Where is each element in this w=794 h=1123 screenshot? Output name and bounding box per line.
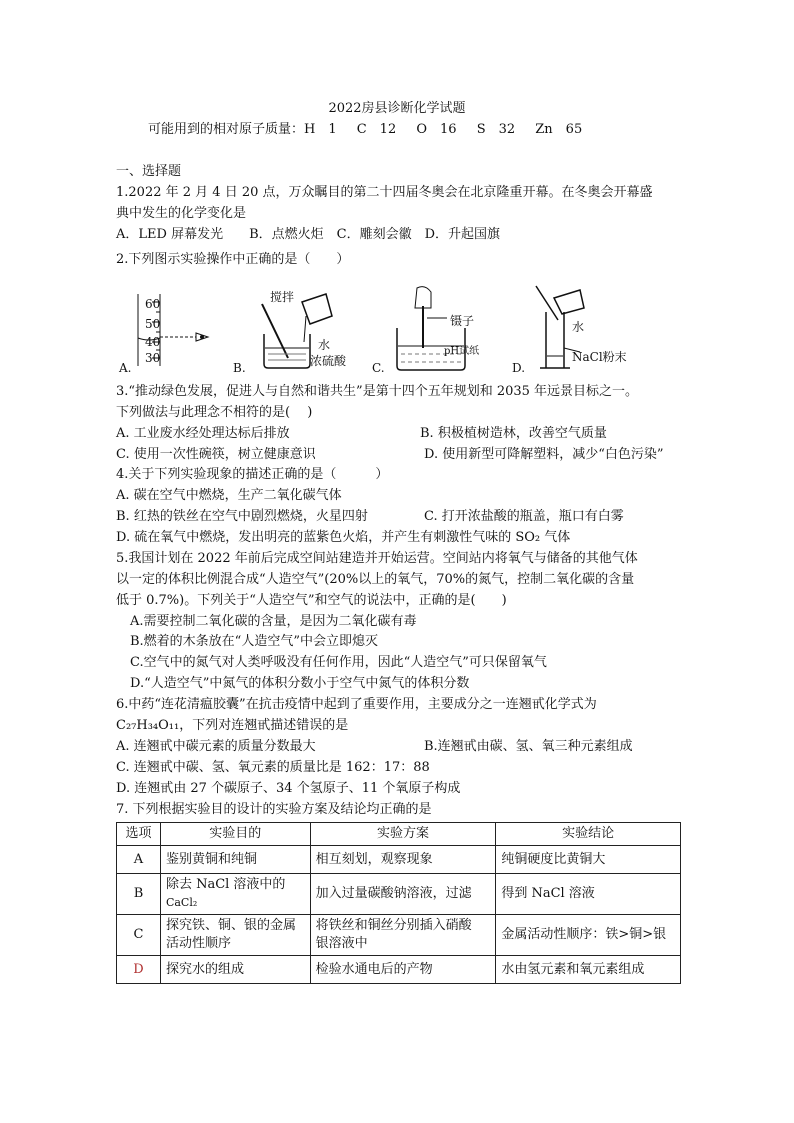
figure-c-ph-test [385,284,485,374]
label-tweezers: 镊子 [450,314,475,328]
q5-stem-line1: 5.我国计划在 2022 年前后完成空间站建造并开始运营。空间站内将氧气与储备的其他气体 [116,551,638,566]
figure-a-cylinder-reading [116,290,226,370]
q5-stem-line2: 以一定的体积比例混合成“人造空气”(20%以上的氧气，70%的氮气，控制二氧化碳的含量 [116,572,635,587]
row-aim-line2: CaCl₂ [165,896,198,909]
row-option: D [117,956,161,984]
tick-40: 40 [145,335,161,349]
q4-option-b: B. 红热的铁丝在空气中剧烈燃烧，火星四射 [116,509,368,524]
row-result: 金属活动性顺序：铁>铜>银 [496,915,681,956]
row-aim-line1: 除去 NaCl 溶液中的 [165,877,286,892]
row-aim [160,915,310,956]
q2-stem: 2.下列图示实验操作中正确的是（ ） [116,252,350,267]
page-title: 2022房县诊断化学试题 [328,101,466,116]
q5-option-c: C.空气中的氮气对人类呼吸没有任何作用，因此“人造空气”可只保留氧气 [130,655,547,670]
q7-table [116,822,681,984]
label-concentrated-acid: 浓硫酸 [310,354,347,368]
label-water: 水 [318,338,331,352]
table-row [117,915,681,956]
figure-d-label: D. [512,361,526,375]
tick-50: 50 [145,317,161,331]
section-heading: 一、选择题 [116,164,182,179]
tick-60: 60 [145,297,161,311]
header-option: 选项 [117,823,161,846]
label-water-d: 水 [572,320,585,334]
q5-stem-line3: 低于 0.7%)。下列关于“人造空气”和空气的说法中，正确的是( ) [116,593,507,608]
row-plan: 相互刻划，观察现象 [310,846,496,874]
q6-option-b: B.连翘甙由碳、氢、氧三种元素组成 [424,739,633,754]
q6-stem-line2: C₂₇H₃₄O₁₁，下列对连翘甙描述错误的是 [116,718,349,733]
q3-option-b: B. 积极植树造林，改善空气质量 [420,426,607,441]
figure-a-label: A. [119,361,132,375]
atomic-mass-line: 可能用到的相对原子质量：H 1 C 12 O 16 S 32 Zn 65 [148,122,583,137]
q6-stem-line1: 6.中药“连花清瘟胶囊”在抗击疫情中起到了重要作用，主要成分之一连翘甙化学式为 [116,697,597,712]
q4-option-d: D. 硫在氧气中燃烧，发出明亮的蓝紫色火焰，并产生有刺激性气味的 SO₂ 气体 [116,530,571,545]
table-row [117,956,681,984]
q1-stem-line1: 1.2022 年 2 月 4 日 20 点，万众瞩目的第二十四届冬奥会在北京隆重开幕。在冬奥会开幕盛 [116,185,653,200]
table-row [117,846,681,874]
q3-option-a: A. 工业废水经处理达标后排放 [116,426,290,441]
q6-option-d: D. 连翘甙由 27 个碳原子、34 个氢原子、11 个氧原子构成 [116,781,461,796]
q7-stem: 7. 下列根据实验目的设计的实验方案及结论均正确的是 [116,802,432,817]
row-option: B [117,874,161,915]
tick-30: 30 [145,351,161,365]
row-option: A [117,846,161,874]
header-aim: 实验目的 [160,823,310,846]
q4-option-a: A. 碳在空气中燃烧，生产二氧化碳气体 [116,488,342,503]
q5-option-b: B.燃着的木条放在“人造空气”中会立即熄灭 [130,634,378,649]
header-plan: 实验方案 [310,823,496,846]
row-aim-line1: 探究铁、铜、银的金属 [165,918,296,933]
row-aim: 鉴别黄铜和纯铜 [160,846,310,874]
figure-b-label: B. [233,361,246,375]
q5-option-a: A.需要控制二氧化碳的含量，是因为二氧化碳有毒 [130,614,417,629]
row-aim [160,874,310,915]
q1-options: A．LED 屏幕发光 B．点燃火炬 C．雕刻会徽 D．升起国旗 [116,227,500,242]
q6-option-c: C. 连翘甙中碳、氢、氧元素的质量比是 162：17：88 [116,760,430,775]
label-nacl-powder: NaCl粉末 [572,350,627,364]
q4-stem: 4.关于下列实验现象的描述正确的是（ ） [116,467,389,482]
row-plan-line1: 将铁丝和铜丝分别插入硝酸 [315,918,472,933]
table-row [117,874,681,915]
q3-stem-line2: 下列做法与此理念不相符的是( ) [116,405,313,420]
row-aim-line2: 活动性顺序 [165,936,231,951]
row-option: C [117,915,161,956]
q3-option-d: D. 使用新型可降解塑料，减少“白色污染” [424,447,664,462]
row-plan-line2: 银溶液中 [315,936,368,951]
q3-option-c: C. 使用一次性碗筷，树立健康意识 [116,447,316,462]
row-result: 得到 NaCl 溶液 [496,874,681,915]
q1-stem-line2: 典中发生的化学变化是 [116,206,247,221]
header-result: 实验结论 [496,823,681,846]
q3-stem-line1: 3.“推动绿色发展，促进人与自然和谐共生”是第十四个五年规划和 2035 年远景目标之一。 [116,384,639,399]
q5-option-d: D.“人造空气”中氮气的体积分数小于空气中氮气的体积分数 [130,676,470,691]
figure-c-label: C. [372,361,385,375]
row-plan [310,915,496,956]
row-plan: 加入过量碳酸钠溶液，过滤 [310,874,496,915]
label-ph-paper: pH试纸 [444,346,480,357]
row-aim: 探究水的组成 [160,956,310,984]
row-result: 纯铜硬度比黄铜大 [496,846,681,874]
table-header-row [117,823,681,846]
q4-option-c: C. 打开浓盐酸的瓶盖，瓶口有白雾 [424,509,624,524]
q6-option-a: A. 连翘甙中碳元素的质量分数最大 [116,739,316,754]
row-plan: 检验水通电后的产物 [310,956,496,984]
label-stir: 搅拌 [270,290,295,304]
row-result: 水由氢元素和氧元素组成 [496,956,681,984]
